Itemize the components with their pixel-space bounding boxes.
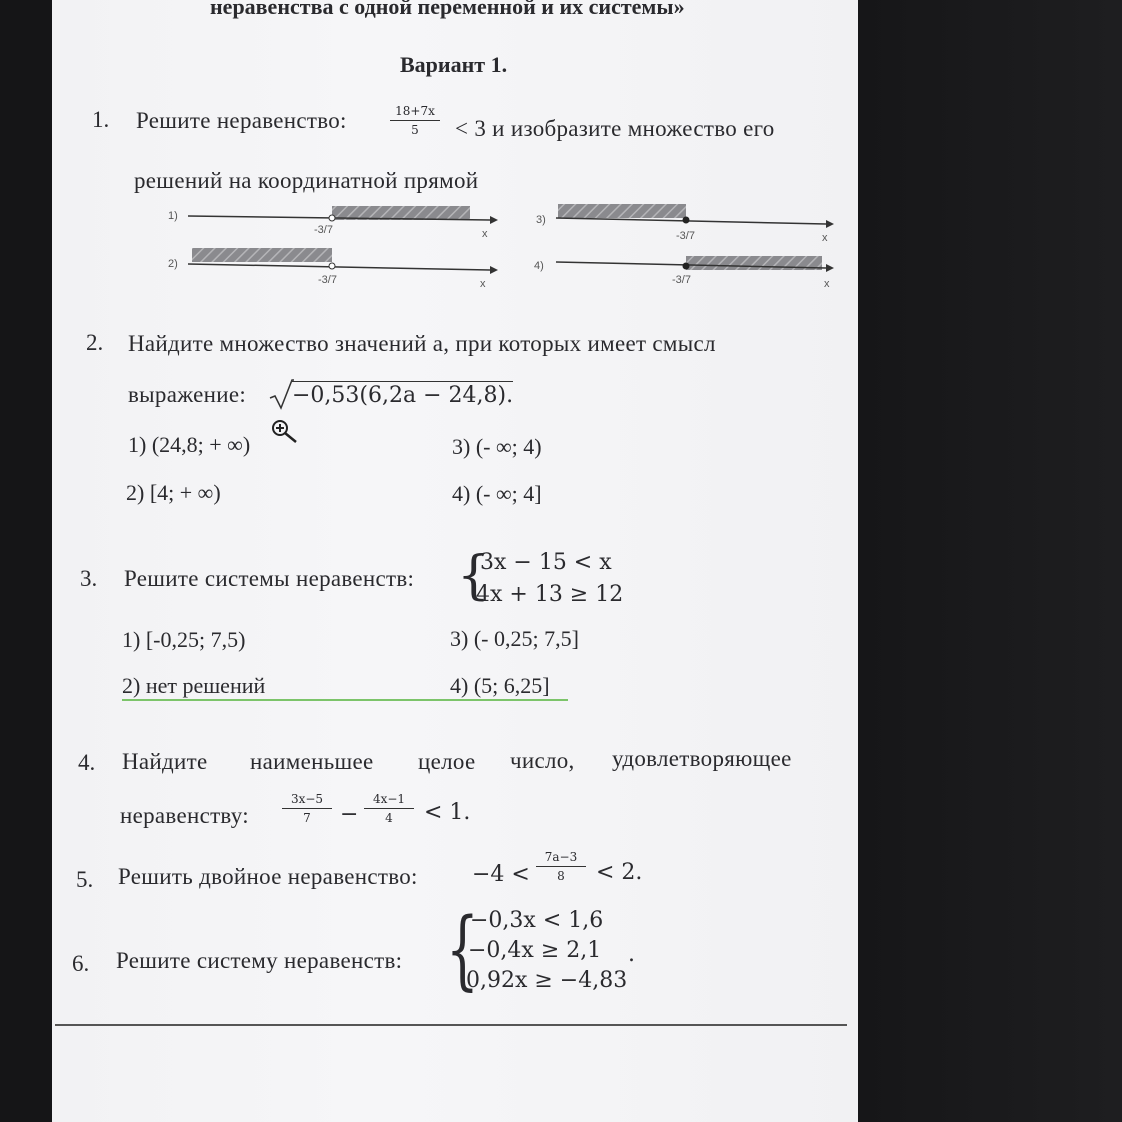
number-line-3 [556,204,834,228]
fraction-bar [390,120,440,121]
task3-text: Решите системы неравенств: [124,566,415,591]
task4-text-b: неравенству: [120,803,249,828]
task5-right: < 2. [596,860,643,885]
option-label-4: 4) [534,260,544,272]
task3-answer-2-text: 2) нет решений [122,673,266,698]
fraction-bar [536,866,586,867]
task6-line1: −0,3x < 1,6 [470,908,604,933]
option-label-1: 1) [168,210,178,222]
task6-number: 6. [72,951,90,976]
axis-label-3: x [822,232,828,244]
task5-number: 5. [76,867,94,892]
number-line-options [160,200,840,292]
task3-line2: 4x + 13 ≥ 12 [476,582,624,607]
dark-edge-left [0,0,52,1122]
task2-number: 2. [86,330,104,355]
task2-answer-2: 2) [4; + ∞) [126,480,221,505]
task4-fraction-1 [282,792,332,825]
point-label-2: -3/7 [318,274,337,286]
task5-f-num: 7a−3 [544,850,578,864]
arrow-icon [826,220,834,228]
task1-text-c: решений на координатной прямой [134,168,479,193]
task2-text-a: Найдите множество значений a, при которых имеет смысл [128,331,716,356]
arrow-icon [826,264,834,272]
task4-f2-den: 4 [385,811,393,825]
task2-answer-4: 4) (- ∞; 4] [452,481,542,506]
task5-left: −4 < [472,862,530,887]
open-point-icon [329,215,335,221]
dark-edge-right [858,0,1122,1122]
task4-number: 4. [78,750,96,775]
task1-text-a: Решите неравенство: [136,108,347,133]
task3-number: 3. [80,566,98,591]
task5-text: Решить двойное неравенство: [118,864,418,889]
number-line-2 [188,248,498,274]
arrow-icon [490,216,498,224]
task2-answer-3: 3) (- ∞; 4) [452,434,542,459]
task1-fraction [390,104,440,137]
task1-frac-den: 5 [411,123,419,137]
variant-title: Вариант 1. [400,52,508,77]
option-label-2: 2) [168,258,178,270]
task3-answer-1: 1) [-0,25; 7,5) [122,627,246,652]
number-line-1 [188,206,498,224]
task4-tail: < 1. [424,800,471,825]
task5-fraction [536,850,586,883]
fraction-bar [282,808,332,809]
point-label-4: -3/7 [672,274,691,286]
task4-word-2: наименьшее [250,749,374,774]
axis-label-1: x [482,228,488,240]
point-label-1: -3/7 [314,224,333,236]
zoom-cursor-icon [270,418,300,448]
task6-line3: 0,92x ≥ −4,83 [466,968,628,993]
sqrt-sign-icon [268,378,294,410]
task6-line2: −0,4x ≥ 2,1 [468,938,602,963]
task1-number: 1. [92,107,110,132]
system-brace-icon: { [457,546,491,606]
fraction-bar [364,808,414,809]
task2-expression: −0,53(6,2a − 24,8). [292,383,514,408]
task4-word-5: удовлетворяющее [612,746,792,771]
number-line-4 [556,256,834,272]
option-label-3: 3) [536,214,546,226]
task2-answer-1: 1) (24,8; + ∞) [128,432,251,457]
open-point-icon [329,263,335,269]
shaded-region-3 [558,204,686,218]
task3-line1: 3x − 15 < x [480,550,612,575]
task6-text: Решите систему неравенств: [116,948,403,973]
task5-f-den: 8 [557,869,565,883]
task4-f1-den: 7 [303,811,311,825]
task2-text-b: выражение: [128,382,247,407]
filled-point-icon [683,217,690,224]
filled-point-icon [683,263,690,270]
task6-dot: . [628,942,635,967]
task4-word-1: Найдите [122,749,208,774]
axis-label-4: x [824,278,830,290]
point-label-3: -3/7 [676,230,695,242]
task3-answer-3: 3) (- 0,25; 7,5] [450,626,579,651]
task4-fraction-2 [364,792,414,825]
page-divider [55,1024,847,1026]
axis-label-2: x [480,278,486,290]
task3-answer-4: 4) (5; 6,25] [450,673,550,698]
system-brace-icon: { [446,900,479,1000]
task4-word-4: число, [510,748,575,773]
task4-word-3: целое [418,749,476,774]
task4-f1-num: 3x−5 [290,792,324,806]
arrow-icon [490,266,498,274]
shaded-region-2 [192,248,332,262]
task4-minus: − [340,802,359,827]
task1-frac-num: 18+7x [395,104,435,118]
task1-text-b: < 3 и изобразите множество его [455,116,775,141]
task4-f2-num: 4x−1 [372,792,406,806]
page-title-cut: неравенства с одной переменной и их системы» [210,0,685,19]
